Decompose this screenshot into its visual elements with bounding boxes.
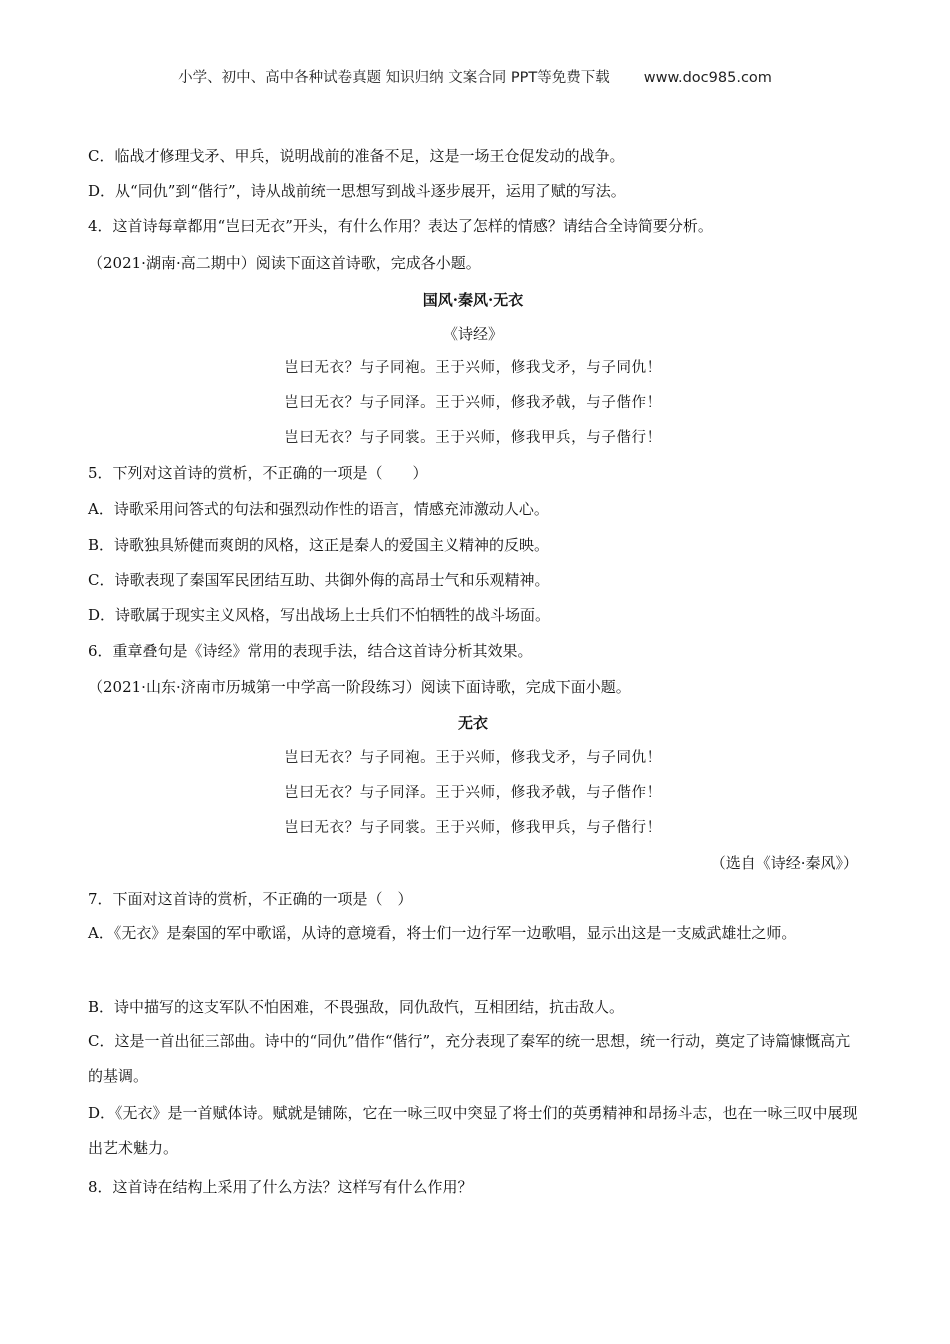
option-c: C．临战才修理戈矛、甲兵，说明战前的准备不足，这是一场王仓促发动的战争。 xyxy=(88,147,625,165)
question-4: 4．这首诗每章都用“岂曰无衣”开头，有什么作用？表达了怎样的情感？请结合全诗简要分析。 xyxy=(88,217,713,235)
q7-option-a: A．《无衣》是秦国的军中歌谣，从诗的意境看，将士们一边行军一边歌唱，显示出这是一支威武雄壮之师。 xyxy=(88,924,797,942)
q7-option-b: B．诗中描写的这支军队不怕困难，不畏强敌，同仇敌忾，互相团结，抗击敌人。 xyxy=(88,998,625,1016)
header-text: 小学、初中、高中各种试卷真题 知识归纳 文案合同 PPT等免费下载 xyxy=(178,70,610,86)
poem-title: 国风·秦风·无衣 xyxy=(422,291,524,309)
q7-option-d: D．《无衣》是一首赋体诗。赋就是铺陈，它在一咏三叹中突显了将士们的英勇精神和昂扬斗志，也在一咏三叹中展现出艺术魅力。 xyxy=(88,1104,858,1157)
question-6: 6．重章叠句是《诗经》常用的表现手法，结合这首诗分析其效果。 xyxy=(88,642,533,660)
poem-line: 岂曰无衣？与子同裳。王于兴师，修我甲兵，与子偕行！ xyxy=(284,820,662,836)
option-d: D．从“同仇”到“偕行”，诗从战前统一思想写到战斗逐步展开，运用了赋的写法。 xyxy=(88,182,626,200)
section2-intro: （2021·湖南·高二期中）阅读下面这首诗歌，完成各小题。 xyxy=(88,254,481,272)
page-header xyxy=(0,66,950,87)
q5-option-d: D．诗歌属于现实主义风格，写出战场上士兵们不怕牺牲的战斗场面。 xyxy=(88,606,551,624)
q7-option-c: C．这是一首出征三部曲。诗中的“同仇”借作“偕行”，充分表现了秦军的统一思想，统一行动，奠定了诗篇慷慨高亢的基调。 xyxy=(88,1032,851,1085)
q5-option-a: A．诗歌采用问答式的句法和强烈动作性的语言，情感充沛激动人心。 xyxy=(88,500,549,518)
poem-source: 《诗经》 xyxy=(442,325,503,343)
poem-line: 岂曰无衣？与子同泽。王于兴师，修我矛戟，与子偕作！ xyxy=(284,785,662,801)
question-5: 5．下列对这首诗的赏析，不正确的一项是（ ） xyxy=(88,464,428,482)
poem-line: 岂曰无衣？与子同袍。王于兴师，修我戈矛，与子同仇！ xyxy=(284,360,662,376)
question-7: 7．下面对这首诗的赏析，不正确的一项是（ ） xyxy=(88,890,413,908)
poem-line: 岂曰无衣？与子同袍。王于兴师，修我戈矛，与子同仇！ xyxy=(284,750,662,766)
poem-line: 岂曰无衣？与子同裳。王于兴师，修我甲兵，与子偕行！ xyxy=(284,430,662,446)
section3-intro: （2021·山东·济南市历城第一中学高一阶段练习）阅读下面诗歌，完成下面小题。 xyxy=(88,678,631,696)
q5-option-b: B．诗歌独具矫健而爽朗的风格，这正是秦人的爱国主义精神的反映。 xyxy=(88,536,550,554)
q5-option-c: C．诗歌表现了秦国军民团结互助、共御外侮的高昂士气和乐观精神。 xyxy=(88,571,550,589)
poem-source: （选自《诗经·秦风》） xyxy=(710,854,858,872)
poem-line: 岂曰无衣？与子同泽。王于兴师，修我矛戟，与子偕作！ xyxy=(284,395,662,411)
question-8: 8．这首诗在结构上采用了什么方法？这样写有什么作用？ xyxy=(88,1178,473,1196)
poem-title: 无衣 xyxy=(457,714,488,732)
header-site-link[interactable]: www.doc985.com xyxy=(643,70,772,86)
